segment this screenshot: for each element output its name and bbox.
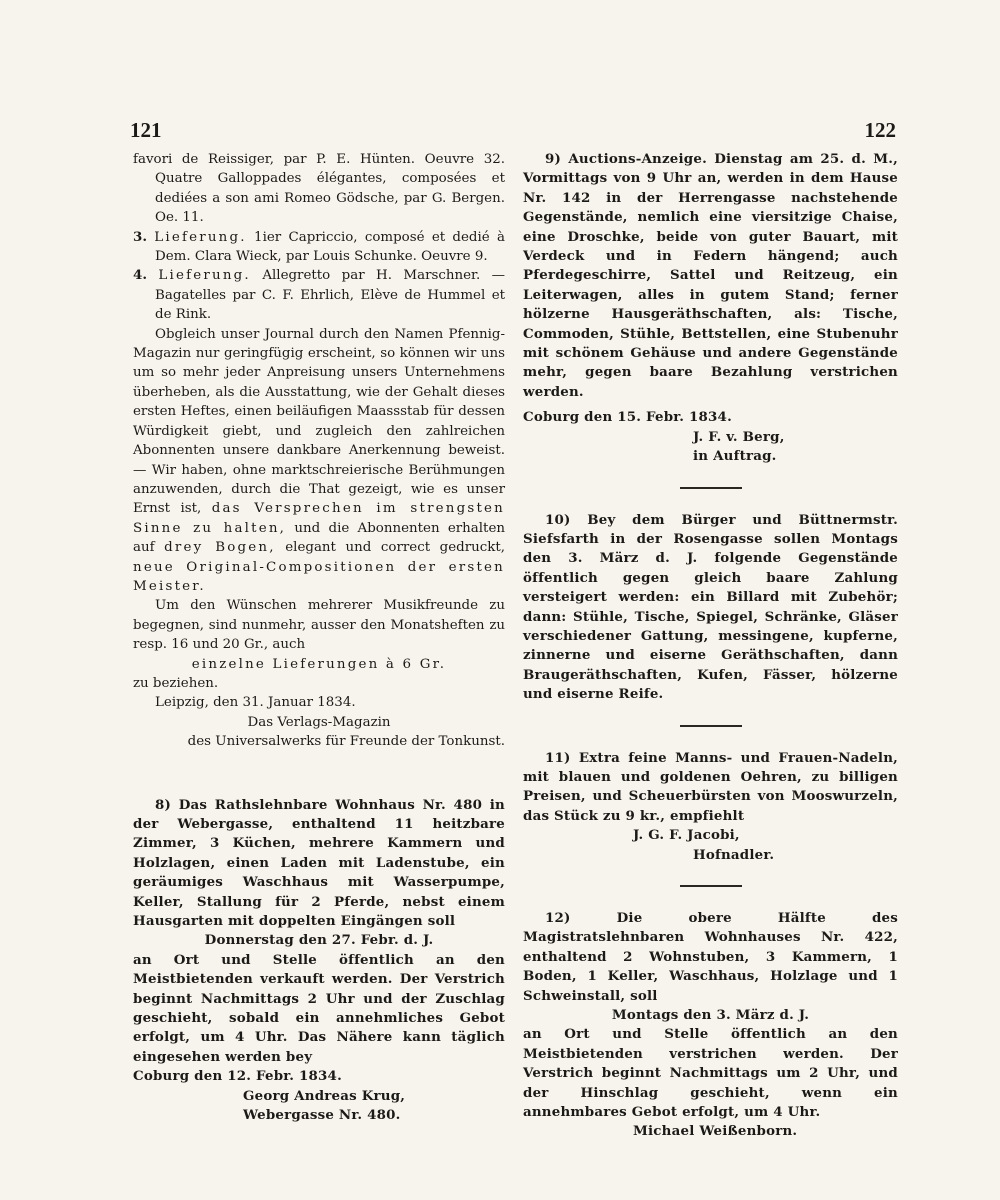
notice-8-date: Donnerstag den 27. Febr. d. J. bbox=[204, 932, 434, 949]
subscription-paragraph bbox=[133, 596, 505, 654]
notice-8-text: an Ort und Stelle öffentlich an den Meistbietenden verkauft werden. Der Verstrich beginnt Nachmittags 2 Uhr und der Zuschlag geschieht, sobald ein annehmliches Gebot erfolgt, um 4 Uhr. Das Nähere kann täglich eingesehen werden bey bbox=[133, 951, 505, 1065]
journal-paragraph-text-2: und die Abonnenten erhalten auf bbox=[133, 520, 505, 556]
separator-rule-3 bbox=[680, 885, 742, 887]
notice-9-place: Coburg den 15. Febr. 1834. bbox=[523, 409, 732, 426]
notice-9-signature-2: in Auftrag. bbox=[693, 448, 777, 465]
item-4-text: Allegretto par H. Marschner. — Bagatelles par C. F. Ehrlich, Elève de Hummel et de Rink. bbox=[155, 268, 506, 323]
notice-8: 8) Das Rathslehnbare Wohnhaus Nr. 480 in der Webergasse, enthaltend 11 heitzbare Zimmer, 3 Küchen, mehrere Kammern und Holzlagen, einen Laden mit Ladenstube, ein geräumiges Waschhaus mit Wasserpumpe, Keller, Stallung für 2 Pferde, nebst einem Hausgarten mit doppelten Eingängen soll bbox=[133, 796, 505, 930]
page-number-left: 121 bbox=[130, 118, 162, 142]
single-deliveries-line: einzelne Lieferungen à 6 Gr. bbox=[191, 656, 447, 672]
publisher-line-2: des Universalwerks für Freunde der Tonkunst. bbox=[187, 734, 505, 750]
notice-8-signature-1: Georg Andreas Krug, bbox=[243, 1087, 406, 1104]
notice-12: 12) Die obere Hälfte des Magistratslehnbaren Wohnhauses Nr. 422, enthaltend 2 Wohnstuben, 3 Kammern, 1 Boden, 1 Keller, Waschhaus, Holzlage und 1 Schweinstall, soll bbox=[523, 910, 898, 1004]
publisher-line-1: Das Verlags-Magazin bbox=[247, 714, 391, 730]
notice-8-signature-2: Webergasse Nr. 480. bbox=[243, 1107, 401, 1124]
item-3-number: 3. bbox=[133, 228, 147, 245]
item-3-text: 1ier Capriccio, composé et dedié à Dem. Clara Wieck, par Louis Schunke. Oeuvre 9. bbox=[155, 229, 505, 265]
music-listing-item-3 bbox=[133, 228, 505, 267]
notice-9-signature-1: J. F. v. Berg, bbox=[693, 428, 785, 445]
separator-rule-2 bbox=[680, 725, 742, 727]
notice-10: 10) Bey dem Bürger und Büttnermstr. Siefsfarth in der Rosengasse sollen Montags den 3. März d. J. folgende Gegenstände öffentlich gegen gleich baare Zahlung versteigert werden: ein Billard mit Zubehör; dann: Stühle, Tische, Spiegel, Schränke, Gläser verschiedener Gattung, messingene, kupferne, zinnerne und eiserne Geräthschaften, dann Braugeräthschaften, Kufen, Fässer, hölzerne und eiserne Reife. bbox=[523, 511, 898, 703]
notice-12-text: an Ort und Stelle öffentlich an den Meistbietenden verstrichen werden. Der Verstrich beginnt Nachmittags um 2 Uhr, und der Hinschlag geschieht, wenn ein annehmbares Gebot erfolgt, um 4 Uhr. bbox=[523, 1026, 898, 1121]
item-4-number: 4. bbox=[133, 267, 147, 284]
leipzig-date: Leipzig, den 31. Januar 1834. bbox=[155, 695, 356, 711]
item-4-label: Lieferung. bbox=[158, 268, 251, 284]
separator-rule-1 bbox=[680, 487, 742, 489]
notice-9: 9) Auctions-Anzeige. Dienstag am 25. d. M., Vormittags von 9 Uhr an, werden in dem Hause Nr. 142 in der Herrengasse nachstehende Gegenstände, nemlich eine viersitzige Chaise, eine Droschke, beide von guter Bauart, mit Verdeck und in Federn hängend; auch Pferdegeschirre, Sattel und Reitzeug, ein Leiterwagen, alles in gutem Stand; ferner hölzerne Hausgeräthschaften, als: Tische, Commoden, Stühle, Bettstellen, eine Stubenuhr mit schönem Gehäuse und andere Gegenstände mehr, gegen baare Bezahlung verstrichen werden. bbox=[523, 151, 898, 400]
notice-11-signature-1: J. G. F. Jacobi, bbox=[633, 827, 740, 844]
journal-paragraph bbox=[133, 325, 505, 597]
journal-spaced-sheets: drey Bogen, bbox=[164, 540, 276, 556]
notice-12-signature: Michael Weißenborn. bbox=[633, 1123, 798, 1140]
music-listing-item-4 bbox=[133, 266, 505, 324]
journal-spaced-compositions: neue Original-Compositionen der ersten Meister. bbox=[133, 559, 505, 594]
notice-11: 11) Extra feine Manns- und Frauen-Nadeln, mit blauen und goldenen Oehren, zu billigen Preisen, und Scheuerbürsten von Mooswurzeln, das Stück zu 9 kr., empfiehlt bbox=[523, 749, 898, 824]
subscription-end: zu beziehen. bbox=[133, 675, 219, 691]
page-number-right: 122 bbox=[864, 118, 896, 142]
notice-12-date: Montags den 3. März d. J. bbox=[611, 1007, 810, 1024]
item-3-label: Lieferung. bbox=[154, 229, 247, 245]
music-listing-continued: favori de Reissiger, par P. E. Hünten. Oeuvre 32. Quatre Galloppades élégantes, composées et dediées a son ami Romeo Gödsche, par G. Bergen. Oe. 11. bbox=[133, 152, 505, 226]
left-column bbox=[133, 150, 505, 1126]
journal-paragraph-text: Obgleich unser Journal durch den Namen Pfennig-Magazin nur geringfügig erscheint, so können wir uns um so mehr jeder Anpreisung unsers Unternehmens überheben, als die Ausstattung, wie der Gehalt dieses ersten Heftes, einen beiläufigen Maassstab für dessen Würdigkeit giebt, und zugleich den zahlreichen Abonnenten unsere dankbare Anerkennung beweist. — Wir haben, ohne marktschreierische Berühmungen anzuwenden, durch die That gezeigt, wie es unser Ernst ist, bbox=[133, 326, 505, 517]
right-column bbox=[523, 150, 898, 1142]
subscription-text: Um den Wünschen mehrerer Musikfreunde zu begegnen, sind nunmehr, ausser den Monatsheften zu resp. 16 und 20 Gr., auch bbox=[133, 598, 505, 653]
notice-11-signature-2: Hofnadler. bbox=[693, 846, 775, 863]
journal-paragraph-text-3: elegant und correct gedruckt, bbox=[285, 540, 505, 556]
journal-spaced-promise: das Versprechen im strengsten Sinne zu halten, bbox=[133, 501, 505, 536]
notice-8-place: Coburg den 12. Febr. 1834. bbox=[133, 1068, 342, 1085]
